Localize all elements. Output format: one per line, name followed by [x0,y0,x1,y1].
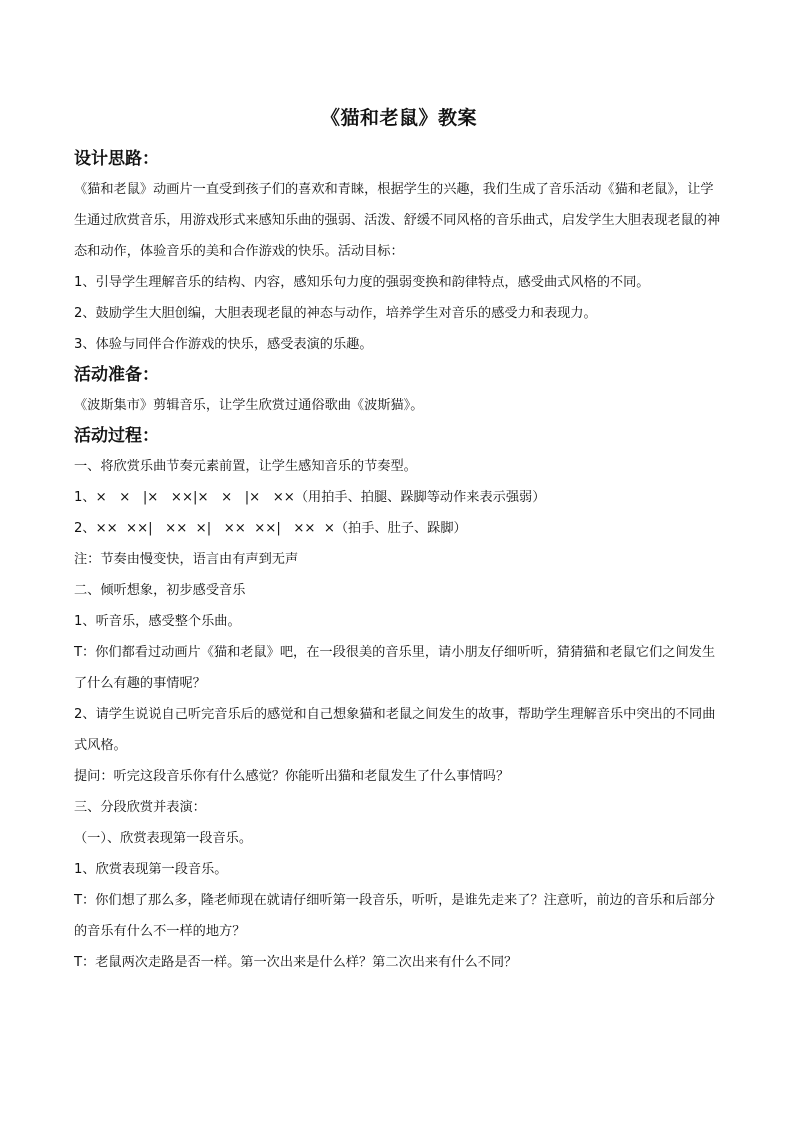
process-line: T：你们都看过动画片《猫和老鼠》吧，在一段很美的音乐里，请小朋友仔细听听，猜猜猫和老鼠它们之间发生了什么有趣的事情呢？ [74,645,716,691]
document-body [74,102,724,978]
process-line: 三、分段欣赏并表演： [74,800,206,815]
prep-text: 《波斯集市》剪辑音乐，让学生欣赏过通俗歌曲《波斯猫》。 [74,398,424,413]
process-line: T：老鼠两次走路是否一样。第一次出来是什么样？第二次出来有什么不同？ [74,955,518,970]
process-line: 二、倾听想象，初步感受音乐 [74,583,246,598]
process-line: 1、欣赏表现第一段音乐。 [74,862,228,877]
goal-item: 1、引导学生理解音乐的结构、内容，感知乐句力度的强弱变换和韵律特点，感受曲式风格的不同。 [74,275,650,290]
process-line: 一、将欣赏乐曲节奏元素前置，让学生感知音乐的节奏型。 [74,459,417,474]
process-line: 1、听音乐，感受整个乐曲。 [74,614,241,629]
goal-item: 3、体验与同伴合作游戏的快乐，感受表演的乐趣。 [74,337,373,352]
document-title: 《猫和老鼠》教案 [320,107,477,129]
process-line: T：你们想了那么多，隆老师现在就请仔细听第一段音乐，听听，是谁先走来了？注意听，前边的音乐和后部分的音乐有什么不一样的地方？ [74,893,716,939]
heading-design: 设计思路： [74,149,159,169]
process-line: 提问：听完这段音乐你有什么感觉？你能听出猫和老鼠发生了什么事情吗？ [74,769,510,784]
goal-item: 2、鼓励学生大胆创编，大胆表现老鼠的神态与动作，培养学生对音乐的感受力和表现力。 [74,306,597,321]
process-line: 注：节奏由慢变快，语言由有声到无声 [74,552,299,567]
process-line: 2、请学生说说自己听完音乐后的感觉和自己想象猫和老鼠之间发生的故事，帮助学生理解音乐中突出的不同曲式风格。 [74,707,716,753]
process-line: （一）、欣赏表现第一段音乐。 [74,831,253,846]
heading-process: 活动过程： [74,426,159,446]
rhythm-line: 1、× × |× ××|× × |× ××（用拍手、拍腿、跺脚等动作来表示强弱） [74,490,546,505]
design-intro: 《猫和老鼠》动画片一直受到孩子们的喜欢和青睐，根据学生的兴趣，我们生成了音乐活动《猫和老鼠》，让学生通过欣赏音乐，用游戏形式来感知乐曲的强弱、活泼、舒缓不同风格的音乐曲式，启发学生大胆表现老鼠的神态和动作，体验音乐的美和合作游戏的快乐。活动目标： [74,182,721,259]
rhythm-line: 2、×× ××| ×× ×| ×× ××| ×× ×（拍手、肚子、跺脚） [74,521,467,536]
heading-prep: 活动准备： [74,365,159,385]
